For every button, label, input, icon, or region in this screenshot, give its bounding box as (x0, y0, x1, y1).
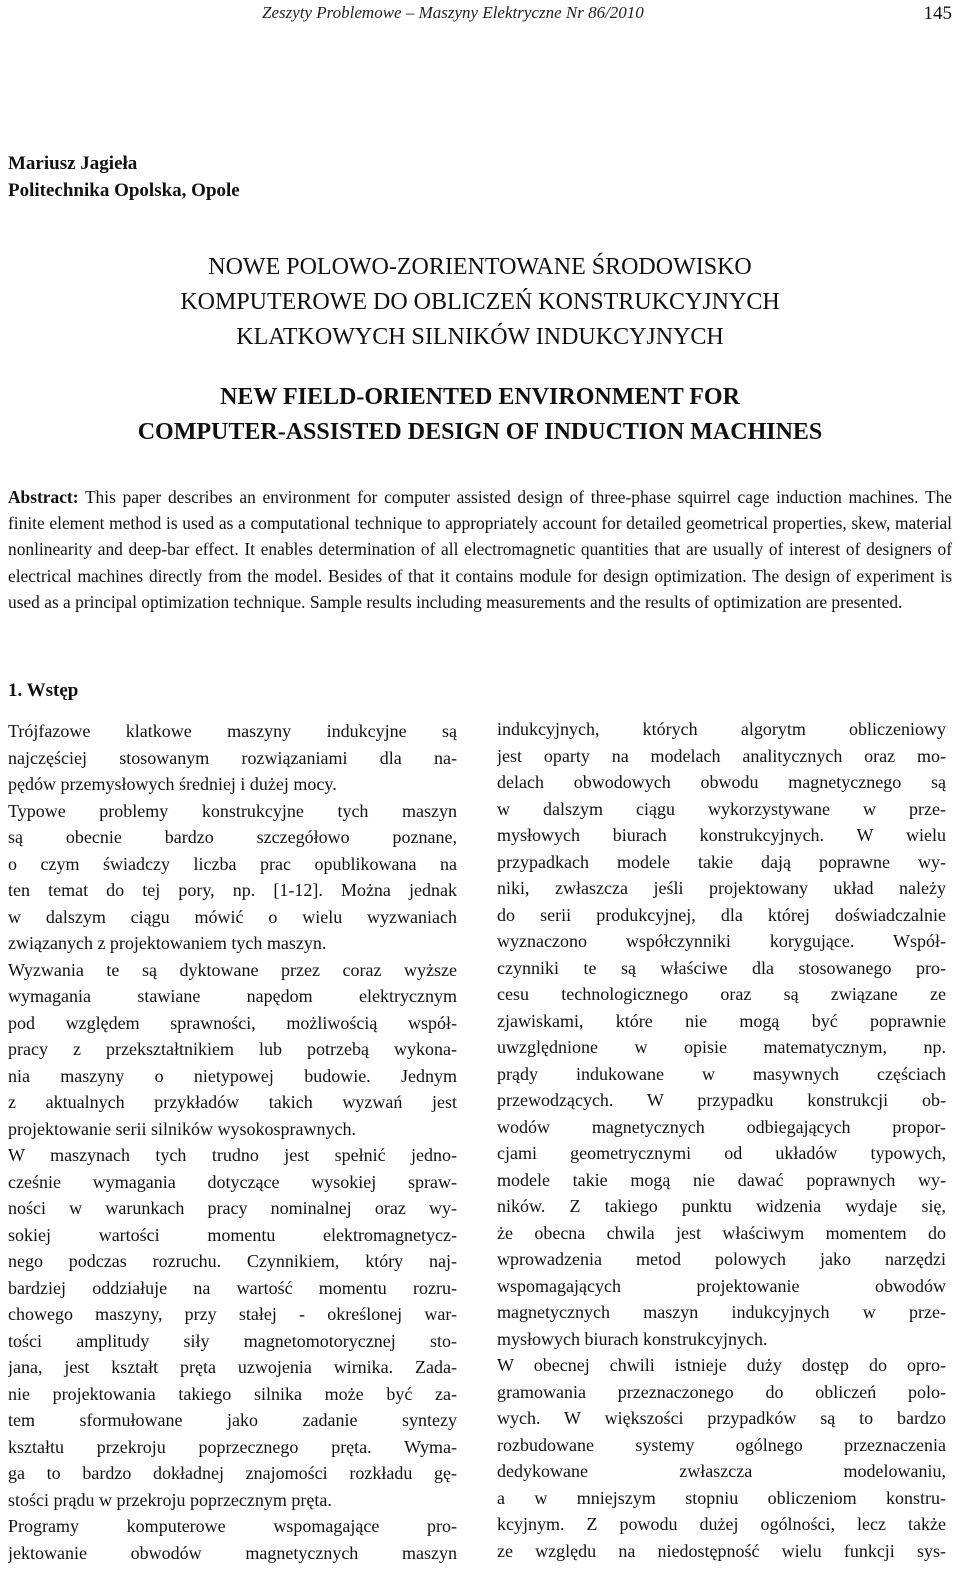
text-line: sokiej wartości momentu elektromagnetycz- (8, 1224, 457, 1245)
text-line: prądy indukowane w masywnych częściach (497, 1063, 946, 1084)
text-line: że obecna chwila jest właściwym momentem do (497, 1222, 946, 1243)
text-line: projektowanie serii silników wysokosprawnych. (8, 1118, 356, 1139)
text-line: indukcyjnych, których algorytm obliczeniowy (497, 719, 946, 739)
text-line: związanych z projektowaniem tych maszyn. (8, 933, 327, 953)
title-polish-line: KOMPUTEROWE DO OBLICZEŃ KONSTRUKCYJNYCH (180, 289, 780, 315)
text-line: mysłowych biurach konstrukcyjnych. (497, 1328, 768, 1349)
author-block (8, 150, 240, 204)
text-line: przewodzących. W przypadku konstrukcji ob- (497, 1090, 946, 1110)
text-line: modele takie mogą nie dawać poprawnych wy- (497, 1169, 946, 1190)
text-line: tem sformułowane jako zadanie syntezy (8, 1410, 457, 1430)
author-affiliation: Politechnika Opolska, Opole (8, 180, 240, 201)
text-line: kształtu przekroju poprzecznego pręta. Wyma- (8, 1436, 457, 1457)
text-line: wspomagających projektowanie obwodów (497, 1275, 946, 1296)
text-line: ników. Z takiego punktu widzenia wydaje się, (497, 1196, 946, 1216)
text-line: najczęściej stosowanym rozwiązaniami dla na- (8, 747, 457, 768)
text-line: Typowe problemy konstrukcyjne tych maszyn (8, 800, 457, 821)
text-line: nia maszyny o nietypowej budowie. Jednym (8, 1065, 457, 1086)
text-line: jana, jest kształt pręta uzwojenia wirnika. Zada- (8, 1357, 457, 1377)
text-line: cześnie wymagania dotyczące wysokiej spraw- (8, 1171, 457, 1192)
section-heading: 1. Wstęp (8, 680, 79, 701)
text-line: W maszynach tych trudno jest spełnić jedno- (8, 1145, 457, 1165)
text-line: są obecnie bardzo szczegółowo poznane, (8, 827, 457, 847)
text-line: cesu technologicznego oraz są związane ze (497, 984, 946, 1004)
text-line: Wyzwania te są dyktowane przez coraz wyższe (8, 959, 457, 980)
text-line: ga to bardzo dokładnej znajomości rozkładu gę- (8, 1463, 457, 1483)
text-line: delach obwodowych obwodu magnetycznego są (497, 772, 946, 792)
text-line: do serii produkcyjnej, dla której doświadczalnie (497, 904, 946, 925)
abstract-label: Abstract: (8, 487, 79, 507)
text-line: kcyjnym. Z powodu dużej ogólności, lecz także (497, 1514, 946, 1534)
title-polish-line: KLATKOWYCH SILNIKÓW INDUKCYJNYCH (236, 324, 724, 350)
left-column (8, 718, 457, 1566)
text-line: nie projektowania takiego silnika może być za- (8, 1383, 457, 1404)
text-line: nego podczas rozruchu. Czynnikiem, który naj- (8, 1251, 457, 1271)
text-line: ności w warunkach pracy nominalnej oraz wy- (8, 1198, 457, 1218)
text-line: magnetycznych maszyn indukcyjnych w prze- (497, 1302, 946, 1322)
page-number: 145 (923, 3, 952, 24)
title-polish-line: NOWE POLOWO-ZORIENTOWANE ŚRODOWISKO (208, 254, 752, 280)
text-line: rozbudowane systemy ogólnego przeznaczenia (497, 1434, 946, 1455)
running-header: Zeszyty Problemowe – Maszyny Elektryczne Nr 86/2010 (262, 3, 644, 22)
text-line: wodów magnetycznych odbiegających propor- (497, 1116, 946, 1137)
text-line: W obecnej chwili istnieje duży dostęp do opro- (497, 1355, 946, 1375)
text-line: Programy komputerowe wspomagające pro- (8, 1516, 457, 1536)
text-line: dedykowane zwłaszcza modelowaniu, (497, 1461, 946, 1481)
text-line: mysłowych biurach konstrukcyjnych. W wielu (497, 825, 946, 845)
title-english-line: COMPUTER-ASSISTED DESIGN OF INDUCTION MACHINES (137, 419, 823, 445)
text-line: cjami geometrycznymi od układów typowych, (497, 1143, 946, 1163)
abstract-text: This paper describes an environment for computer assisted design of three-phase squirrel cage induction machines. The finite element method is used as a computational technique to appropriately account for detailed geometrical properties, skew, material nonlinearity and deep-bar effect. It enables determination of all electromagnetic quantities that are usually of interest of designers of electrical machines directly from the model. Besides of that it contains module for design optimization. The design of experiment is used as a principal optimization technique. Sample results including measurements and the results of optimization are presented. (8, 487, 952, 612)
text-line: z aktualnych przykładów takich wyzwań jest (8, 1092, 457, 1112)
title-english-line: NEW FIELD-ORIENTED ENVIRONMENT FOR (220, 384, 740, 410)
title-english (0, 380, 960, 450)
author-name: Mariusz Jagieła (8, 153, 138, 174)
text-line: uwzględnione w opisie matematycznym, np. (497, 1037, 946, 1057)
text-line: przypadkach modele takie dają poprawne wy- (497, 851, 946, 872)
abstract (8, 484, 952, 615)
text-line: jektowanie obwodów magnetycznych maszyn (8, 1542, 457, 1563)
text-line: gramowania przeznaczonego do obliczeń polo- (497, 1381, 946, 1402)
text-line: wyznaczono współczynniki korygujące. Współ- (497, 931, 946, 951)
text-line: chowego maszyny, przy stałej - określonej war- (8, 1304, 457, 1324)
text-line: pod względem sprawności, możliwością współ- (8, 1012, 457, 1033)
text-line: o czym świadczy liczba prac opublikowana na (8, 853, 457, 874)
text-line: pędów przemysłowych średniej i dużej mocy. (8, 774, 337, 794)
text-line: stości prądu w przekroju poprzecznym pręta. (8, 1489, 332, 1510)
text-line: niki, zwłaszcza jeśli projektowany układ należy (497, 878, 946, 898)
text-line: ten temat do tej pory, np. [1-12]. Można jednak (8, 880, 457, 900)
title-polish (0, 250, 960, 355)
text-line: w dalszym ciągu wykorzystywane w prze- (497, 798, 946, 819)
text-line: wych. W większości przypadków są to bardzo (497, 1408, 946, 1428)
text-line: w dalszym ciągu mówić o wielu wyzwaniach (8, 906, 457, 927)
text-line: jest oparty na modelach analitycznych oraz mo- (497, 745, 946, 766)
text-line: Trójfazowe klatkowe maszyny indukcyjne są (8, 721, 457, 741)
text-line: bardziej oddziałuje na wartość momentu rozru- (8, 1277, 457, 1298)
text-line: pracy z przekształtnikiem lub potrzebą wykona- (8, 1039, 457, 1059)
text-line: tości amplitudy siły magnetomotorycznej sto- (8, 1330, 457, 1351)
text-line: zjawiskami, które nie mogą być poprawnie (497, 1010, 946, 1031)
text-line: ze względu na niedostępność wielu funkcji sys- (497, 1540, 946, 1561)
right-column (497, 716, 946, 1564)
text-line: czynniki te są właściwe dla stosowanego pro- (497, 957, 946, 978)
text-line: wprowadzenia metod polowych jako narzędzi (497, 1249, 946, 1269)
text-line: a w mniejszym stopniu obliczeniom konstru- (497, 1487, 946, 1508)
text-line: wymagania stawiane napędom elektrycznym (8, 986, 457, 1006)
